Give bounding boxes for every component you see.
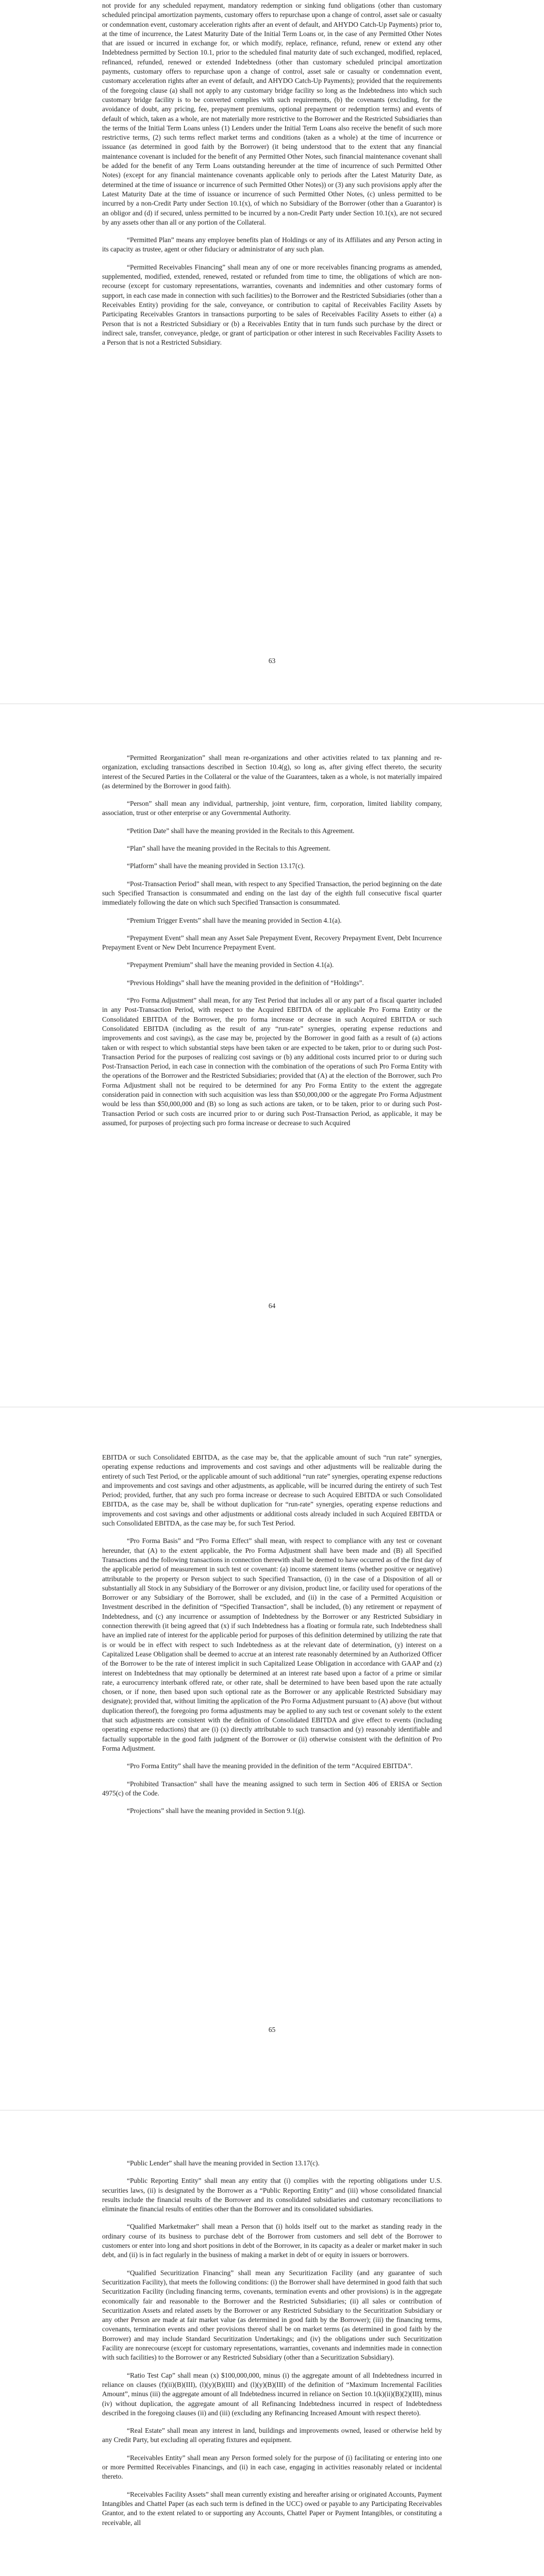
definition-platform: “Platform” shall have the meaning provided in Section 13.17(c). bbox=[127, 862, 305, 870]
definition-permitted-plan: “Permitted Plan” means any employee benefits plan of Holdings or any of its Affiliates and any Person acting in its capacity as trustee, agent or other fiduciary or administrator of any such plan. bbox=[102, 236, 442, 253]
paragraph: EBITDA or such Consolidated EBITDA, as the case may be, that the applicable amount of such “run rate” synergies, operating expense reductions and improvements and cost savings and other adjustments will be realizable during the entirety of such Test Period, or the applicable amount of such additional “run rate” synergies, operating expense reductions and improvements and cost savings and other adjustments, as applicable, will be incurred during the entirety of such Test Period; provided, further, that any such pro forma increase or decrease to such Acquired EBITDA or such Consolidated EBITDA, as the case may be, shall be without duplication for “run-rate” synergies, operating expense reductions and improvements and cost savings and other adjustments or additional costs already included in such Acquired EBITDA or such Consolidated EBITDA, as the case may be, for such Test Period. bbox=[102, 1453, 442, 1528]
definition-premium-trigger-events: “Premium Trigger Events” shall have the meaning provided in Section 4.1(a). bbox=[127, 916, 342, 924]
definition-pro-forma-basis: “Pro Forma Basis” and “Pro Forma Effect” shall mean, with respect to compliance with any test or covenant hereunder, that (A) to the extent applicable, the Pro Forma Adjustment shall have been made and (B) all Specified Transactions and the following transactions in connection therewith shall be deemed to have occurred as of the first day of the applicable period of measurement in such test or covenant: (a) income statement items (whether positive or negative) attributable to the property or Person subject to such Specified Transaction, (i) in the case of a Disposition of all or substantially all Stock in any Subsidiary of the Borrower or any division, product line, or facility used for operations of the Borrower or any Subsidiary of the Borrower, shall be excluded, and (ii) in the case of a Permitted Acquisition or Investment described in the definition of “Specified Transaction”, shall be included, (b) any retirement or repayment of Indebtedness, and (c) any incurrence or assumption of Indebtedness by the Borrower or any Restricted Subsidiary in connection therewith (it being agreed that (x) if such Indebtedness has a floating or formula rate, such Indebtedness shall have an implied rate of interest for the applicable period for purposes of this definition determined by utilizing the rate that is or would be in effect with respect to such Indebtedness as at the relevant date of determination, (y) interest on a Capitalized Lease Obligation shall be deemed to accrue at an interest rate reasonably determined by an Authorized Officer of the Borrower to be the rate of interest implicit in such Capitalized Lease Obligation in accordance with GAAP and (z) interest on Indebtedness that may optionally be determined at an interest rate based upon a factor of a prime or similar rate, a eurocurrency interbank offered rate, or other rate, shall be determined to have been based upon the rate actually chosen, or if none, then based upon such optional rate as the Borrower or any applicable Restricted Subsidiary may designate); provided that, without limiting the application of the Pro Forma Adjustment pursuant to (A) above (but without duplication thereof), the foregoing pro forma adjustments may be applied to any such test or covenant solely to the extent that such adjustments are consistent with the definition of Consolidated EBITDA and give effect to events (including operating expense reductions) that are (i) (x) directly attributable to such transaction and (y) reasonably identifiable and factually supportable in the good faith judgment of the Borrower or (ii) otherwise consistent with the definition of Pro Forma Adjustment. bbox=[102, 1537, 442, 1752]
definition-qualified-securitization-financing: “Qualified Securitization Financing” shall mean any Securitization Facility (and any guarantee of such Securitization Facility), that meets the following conditions: (i) the Borrower shall have determined in good faith that such Securitization Facility (including financing terms, covenants, termination events and other provisions) is in the aggregate economically fair and reasonable to the Borrower and the Restricted Subsidiaries; (ii) all sales or contribution of Securitization Assets and related assets by the Borrower or any Restricted Subsidiary to the Securitization Subsidiary or any other Person are made at fair market value (as determined in good faith by the Borrower); (iii) the financing terms, covenants, termination events and other provisions thereof shall be on market terms (as determined in good faith by the Borrower) and may include Standard Securitization Undertakings; and (iv) the obligations under such Securitization Facility are nonrecourse (except for customary representations, warranties, covenants and indemnities made in connection with such facilities) to the Borrower or any Restricted Subsidiary (other than a Securitization Subsidiary). bbox=[102, 2268, 442, 2362]
definition-ratio-test-cap: “Ratio Test Cap” shall mean (x) $100,000,000, minus (i) the aggregate amount of all Indebtedness incurred in reliance on clauses (f)(ii)(B)(III), (l)(y)(B)(III) and (l)(y)(B)(III) of the definition of “Maximum Incremental Facilities Amount”, minus (iii) the aggregate amount of all Indebtedness incurred in reliance on Section 10.1(k)(ii)(B)(2)(III), minus (iv) without duplication, the aggregate amount of all Refinancing Indebtedness incurred in respect of Indebtedness described in the foregoing clauses (ii) and (iii) (excluding any Refinancing Increased Amount with respect thereto). bbox=[102, 2371, 442, 2417]
paragraph: not provide for any scheduled repayment, mandatory redemption or sinking fund obligations (other than customary scheduled principal amortization payments, customary offers to repurchase upon a change of control, asset sale or casualty or condemnation event, customary acceleration rights after an event of default, and AHYDO Catch-Up Payments) prior to, at the time of incurrence, the Latest Maturity Date of the Initial Term Loans or, in the case of any Permitted Other Notes that are issued or incurred in exchange for, or which modify, replace, refinance, refund, renew or extend any other Indebtedness permitted by Section 10.1, prior to the scheduled final maturity date of such exchanged, modified, replaced, refinanced, refunded, renewed or extended Indebtedness (other than customary scheduled principal amortization payments, customary offers to repurchase upon a change of control, asset sale or casualty or condemnation event, customary acceleration rights after an event of default, and AHYDO Catch-Up Payments); provided that the requirements of the foregoing clause (a) shall not apply to any customary bridge facility so long as the Indebtedness into which such customary bridge facility is to be converted complies with such requirements, (b) the covenants (excluding, for the avoidance of doubt, any pricing, fee, prepayment premiums, optional prepayment or redemption terms) and events of default of which, taken as a whole, are not materially more restrictive to the Borrower and the Restricted Subsidiaries than the terms of the Initial Term Loans unless (1) Lenders under the Initial Term Loans also receive the benefit of such more restrictive terms, (2) such terms reflect market terms and conditions (taken as a whole) at the time of incurrence or issuance (as determined in good faith by the Borrower) (it being understood that to the extent that any financial maintenance covenant is included for the benefit of any Permitted Other Notes, such financial maintenance covenant shall be added for the benefit of any Term Loans outstanding hereunder at the time of incurrence of such Permitted Other Notes) (except for any financial maintenance covenants applicable only to periods after the Latest Maturity Date, as determined at the time of issuance or incurrence of such Permitted Other Notes)) or (3) any such provisions apply after the Latest Maturity Date at the time of issuance or incurrence of such Permitted Other Notes, (c) unless permitted to be incurred by a non-Credit Party under Section 10.1(x), of which no Subsidiary of the Borrower (other than a Guarantor) is an obligor and (d) if secured, unless permitted to be incurred by a non-Credit Party under Section 10.1(x), are not secured by any assets other than all or any portion of the Collateral. bbox=[102, 2, 442, 226]
page-64 bbox=[0, 703, 544, 1406]
definition-previous-holdings: “Previous Holdings” shall have the meaning provided in the definition of “Holdings”. bbox=[127, 978, 364, 987]
definition-permitted-receivables-financing: “Permitted Receivables Financing” shall mean any of one or more receivables financing programs as amended, supplemented, modified, extended, renewed, restated or refunded from time to time, the obligations of which are non-recourse (except for customary representations, warranties, covenants and indemnities and other customary forms of support, in each case made in connection with such facilities) to the Borrower and the Restricted Subsidiaries (other than a Receivables Entity) providing for the sale, conveyance, or contribution to capital of Receivables Facility Assets by Participating Receivables Grantors in transactions purporting to be sales of Receivables Facility Assets to either (a) a Person that is not a Restricted Subsidiary or (b) a Receivables Entity that in turn funds such purchase by the direct or indirect sale, transfer, conveyance, pledge, or grant of participation or other interest in such Receivables Facility Assets to a Person that is not a Restricted Subsidiary. bbox=[102, 263, 442, 347]
definition-real-estate: “Real Estate” shall mean any interest in land, buildings and improvements owned, leased or otherwise held by any Credit Party, but excluding all operating fixtures and equipment. bbox=[102, 2427, 442, 2444]
page-body bbox=[102, 1408, 442, 1816]
definition-prepayment-event: “Prepayment Event” shall mean any Asset Sale Prepayment Event, Recovery Prepayment Event, Debt Incurrence Prepayment Event or New Debt Incurrence Prepayment Event. bbox=[102, 934, 442, 952]
page-66 bbox=[0, 2110, 544, 2576]
definition-pro-forma-adjustment: “Pro Forma Adjustment” shall mean, for any Test Period that includes all or any part of a fiscal quarter included in any Post-Transaction Period, with respect to the Acquired EBITDA of the applicable Pro Forma Entity or the Consolidated EBITDA of the Borrower, the pro forma increase or decrease in such Acquired EBITDA or such Consolidated EBITDA (including as the result of any “run-rate” synergies, operating expense reductions and improvements and cost savings), as the case may be, projected by the Borrower in good faith as a result of (a) actions taken or with respect to which substantial steps have been taken or are expected to be taken, prior to or during such Post-Transaction Period for the purposes of realizing cost savings or (b) any additional costs incurred prior to or during such Post-Transaction Period, in each case in connection with the combination of the operations of such Pro Forma Entity with the operations of the Borrower and the Restricted Subsidiaries; provided that (A) at the election of the Borrower, such Pro Forma Adjustment shall not be required to be determined for any Pro Forma Entity to the extent the aggregate consideration paid in connection with such acquisition was less than $50,000,000 or the aggregate Pro Forma Adjustment would be less than $50,000,000 and (B) so long as such actions are taken, or to be taken, prior to or during such Post-Transaction Period or such costs are incurred prior to or during such Post-Transaction Period, as applicable, it may be assumed, for purposes of projecting such pro forma increase or decrease to such Acquired bbox=[102, 996, 442, 1127]
page-body bbox=[102, 704, 442, 1128]
definition-pro-forma-entity: “Pro Forma Entity” shall have the meaning provided in the definition of the term “Acquired EBITDA”. bbox=[127, 1762, 413, 1770]
definition-plan: “Plan” shall have the meaning provided in the Recitals to this Agreement. bbox=[127, 844, 331, 853]
page-number: 65 bbox=[268, 2026, 276, 2033]
definition-public-lender: “Public Lender” shall have the meaning provided in Section 13.17(c). bbox=[127, 2159, 320, 2167]
page-body bbox=[102, 2111, 442, 2528]
definition-petition-date: “Petition Date” shall have the meaning provided in the Recitals to this Agreement. bbox=[127, 826, 355, 835]
definition-prohibited-transaction: “Prohibited Transaction” shall have the meaning assigned to such term in Section 406 of ERISA or Section 4975(c) of the Code. bbox=[102, 1780, 442, 1797]
definition-prepayment-premium: “Prepayment Premium” shall have the meaning provided in Section 4.1(a). bbox=[127, 961, 334, 969]
definition-permitted-reorganization: “Permitted Reorganization” shall mean re-organizations and other activities related to tax planning and re-organization, excluding transactions described in Section 10.4(g), so long as, after giving effect thereto, the security interest of the Secured Parties in the Collateral or the value of the Guarantees, taken as a whole, is not materially impaired (as determined by the Borrower in good faith). bbox=[102, 754, 442, 790]
definition-public-reporting-entity: “Public Reporting Entity” shall mean any entity that (i) complies with the reporting obligations under U.S. securities laws, (ii) is designated by the Borrower as a “Public Reporting Entity” and (iii) whose consolidated financial results include the financial results of the Borrower and its consolidated subsidiaries and customary reconciliations to eliminate the financial results of entities other than the Borrower and its consolidated subsidiaries. bbox=[102, 2177, 442, 2213]
definition-qualified-marketmaker: “Qualified Marketmaker” shall mean a Person that (i) holds itself out to the market as standing ready in the ordinary course of its business to purchase debt of the Borrower from customers and sell debt of the Borrower to customers or enter into long and short positions in debt of the Borrower, in its capacity as a dealer or market maker in such debt, and (ii) is in fact regularly in the business of making a market in debt of or equity in issuers or borrowers. bbox=[102, 2223, 442, 2259]
definition-post-transaction-period: “Post-Transaction Period” shall mean, with respect to any Specified Transaction, the period beginning on the date such Specified Transaction is consummated and ending on the last day of the eighth full consecutive fiscal quarter immediately following the date on which such Specified Transaction is consummated. bbox=[102, 879, 442, 907]
page-65 bbox=[0, 1406, 544, 2110]
definition-projections: “Projections” shall have the meaning provided in Section 9.1(g). bbox=[127, 1807, 305, 1815]
definition-person: “Person” shall mean any individual, partnership, joint venture, firm, corporation, limited liability company, association, trust or other enterprise or any Governmental Authority. bbox=[102, 800, 442, 817]
page-number: 63 bbox=[268, 657, 276, 665]
page-body bbox=[102, 0, 442, 347]
definition-receivables-entity: “Receivables Entity” shall mean any Person formed solely for the purpose of (i) facilitating or entering into one or more Permitted Receivables Financings, and (ii) in each case, engaging in activities reasonably related or incidental thereto. bbox=[102, 2453, 442, 2481]
page-number: 64 bbox=[268, 1302, 276, 1310]
definition-receivables-facility-assets: “Receivables Facility Assets” shall mean currently existing and hereafter arising or originated Accounts, Payment Intangibles and Chattel Paper (as each such term is defined in the UCC) owed or payable to any Participating Receivables Grantor, and to the extent related to or supporting any Accounts, Chattel Paper or Payment Intangibles, or constituting a receivable, all bbox=[102, 2490, 442, 2527]
page-63 bbox=[0, 0, 544, 703]
